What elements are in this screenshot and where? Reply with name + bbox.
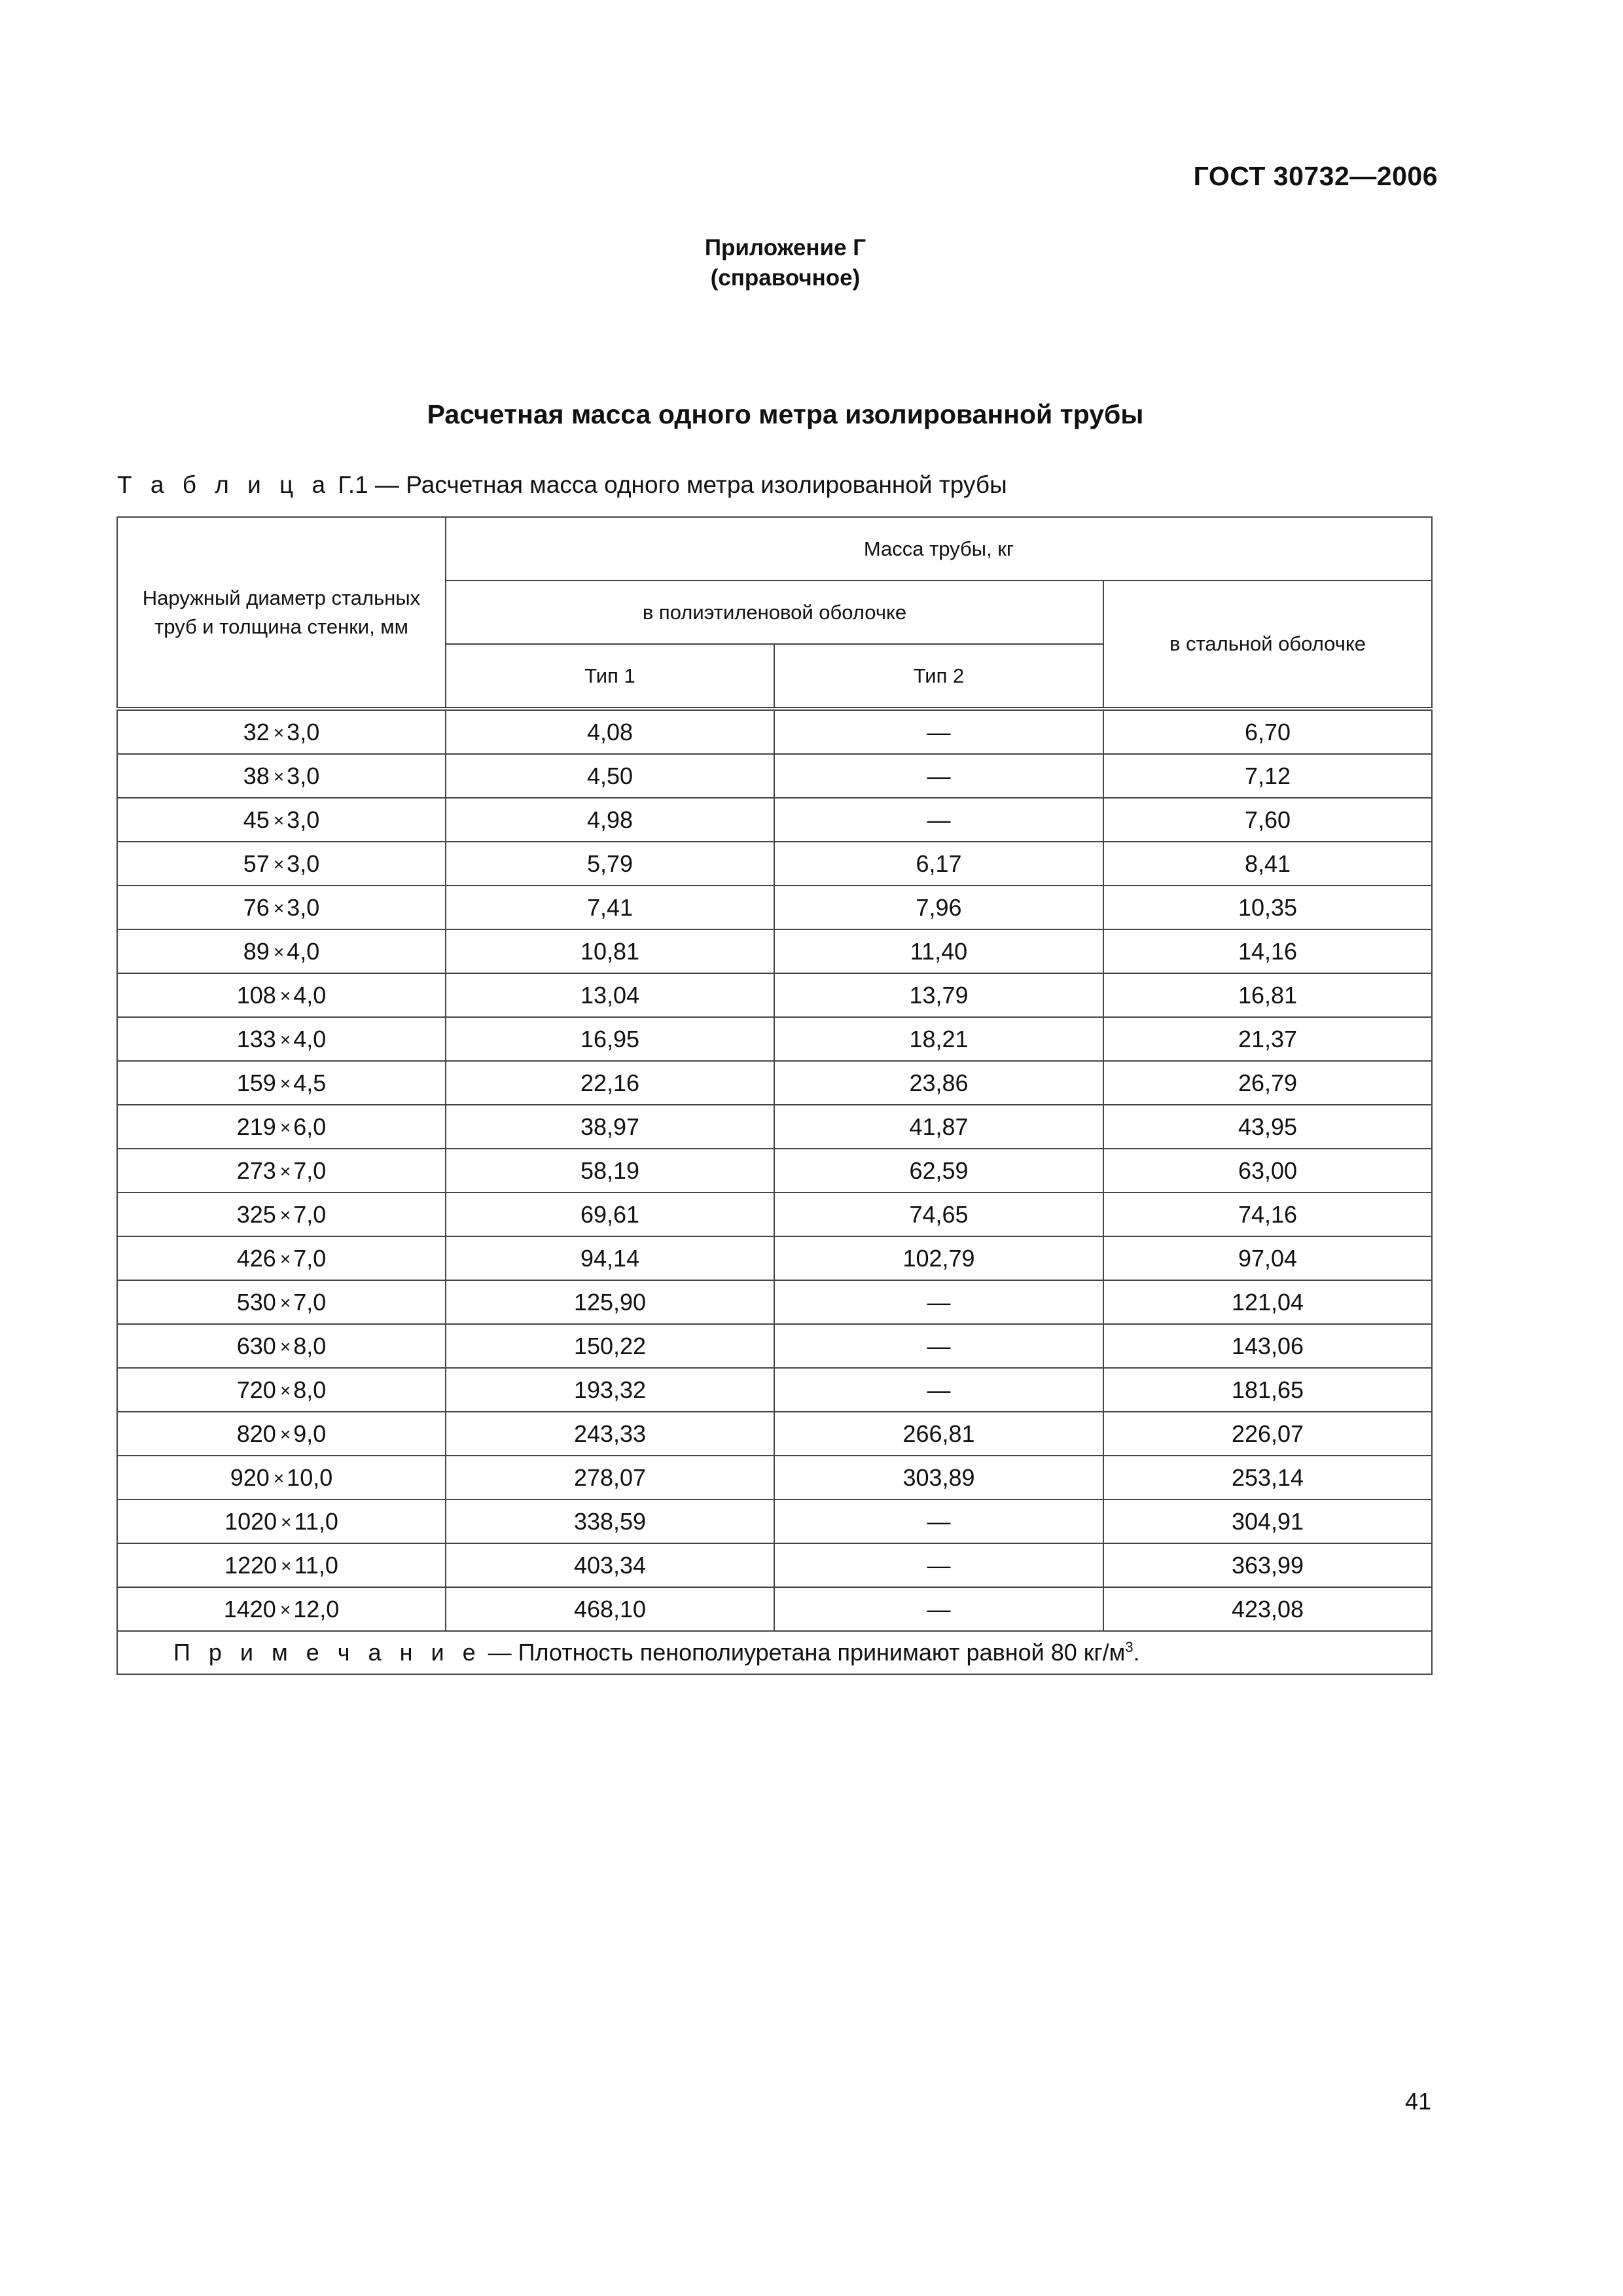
times-sign: × [273,722,285,743]
times-sign: × [273,853,285,874]
cell-wall-thickness: 9,0 [293,1420,327,1447]
cell-wall-thickness: 4,0 [293,981,327,1009]
cell-type1: 150,22 [446,1324,774,1368]
cell-type1: 243,33 [446,1412,774,1456]
cell-size [117,1543,446,1587]
table-row [117,754,1432,798]
cell-type2: 41,87 [774,1105,1103,1149]
table-row [117,1105,1432,1149]
cell-type1: 468,10 [446,1587,774,1631]
cell-type2: — [774,1368,1103,1412]
cell-size [117,1324,446,1368]
mass-table [116,516,1433,1675]
table-note [117,1631,1432,1674]
cell-type1: 4,50 [446,754,774,798]
cell-type2: — [774,709,1103,754]
cell-type2: — [774,1280,1103,1324]
cell-size [117,1105,446,1149]
cell-steel: 14,16 [1103,929,1432,973]
cell-steel: 26,79 [1103,1061,1432,1105]
cell-steel: 8,41 [1103,842,1432,886]
table-row [117,709,1432,754]
cell-diameter: 32 [243,718,270,745]
cell-type1: 38,97 [446,1105,774,1149]
cell-type1: 338,59 [446,1499,774,1543]
cell-wall-thickness: 11,0 [294,1507,338,1535]
cell-diameter: 720 [236,1376,276,1403]
times-sign: × [279,1424,291,1444]
cell-size [117,929,446,973]
table-caption-title: Г.1 — Расчетная масса одного метра изолированной трубы [331,471,1007,498]
cell-steel: 21,37 [1103,1017,1432,1061]
cell-size [117,1017,446,1061]
cell-size [117,1193,446,1236]
cell-wall-thickness: 10,0 [287,1463,333,1491]
cell-type1: 278,07 [446,1456,774,1499]
times-sign: × [281,1511,292,1532]
table-row [117,798,1432,842]
cell-wall-thickness: 11,0 [294,1551,338,1579]
cell-size [117,1236,446,1280]
table-note-row [117,1631,1432,1674]
cell-diameter: 159 [236,1069,276,1096]
table-row [117,886,1432,929]
cell-wall-thickness: 4,0 [293,1025,327,1052]
cell-diameter: 630 [236,1332,276,1359]
cell-type2: — [774,754,1103,798]
cell-wall-thickness: 3,0 [287,893,320,921]
cell-diameter: 45 [243,806,270,833]
cell-wall-thickness: 8,0 [293,1332,327,1359]
cell-steel: 43,95 [1103,1105,1432,1149]
times-sign: × [279,1292,291,1313]
cell-steel: 423,08 [1103,1587,1432,1631]
cell-type1: 10,81 [446,929,774,973]
appendix-title: Приложение Г [704,235,866,260]
mass-table-container [116,516,1431,1675]
header-steel: в стальной оболочке [1103,581,1432,709]
cell-size [117,709,446,754]
cell-diameter: 57 [243,850,270,877]
cell-wall-thickness: 7,0 [293,1288,327,1316]
cell-diameter: 1220 [224,1551,277,1579]
cell-size [117,1412,446,1456]
cell-wall-thickness: 6,0 [293,1113,327,1140]
section-title: Расчетная масса одного метра изолированной трубы [427,399,1144,429]
cell-diameter: 273 [236,1157,276,1184]
cell-type2: — [774,798,1103,842]
cell-size [117,1149,446,1193]
cell-steel: 181,65 [1103,1368,1432,1412]
cell-diameter: 219 [236,1113,276,1140]
cell-type2: 74,65 [774,1193,1103,1236]
cell-diameter: 1020 [224,1507,277,1535]
cell-steel: 121,04 [1103,1280,1432,1324]
cell-diameter: 108 [236,981,276,1009]
times-sign: × [279,1599,291,1620]
header-type1: Тип 1 [446,644,774,709]
table-body [117,709,1432,1631]
cell-steel: 16,81 [1103,973,1432,1017]
cell-type1: 403,34 [446,1543,774,1587]
table-row [117,1543,1432,1587]
cell-steel: 143,06 [1103,1324,1432,1368]
cell-diameter: 89 [243,937,270,965]
times-sign: × [279,1029,291,1050]
header-mass: Масса трубы, кг [446,517,1432,581]
cell-steel: 253,14 [1103,1456,1432,1499]
cell-type2: 18,21 [774,1017,1103,1061]
header-polyethylene: в полиэтиленовой оболочке [446,581,1103,644]
times-sign: × [273,897,285,918]
times-sign: × [279,1336,291,1357]
cell-type2: 62,59 [774,1149,1103,1193]
cell-size [117,1061,446,1105]
cell-type1: 193,32 [446,1368,774,1412]
table-row [117,1061,1432,1105]
cell-diameter: 1420 [223,1595,276,1623]
cell-type1: 94,14 [446,1236,774,1280]
cell-type1: 58,19 [446,1149,774,1193]
note-text: — Плотность пенополиуретана принимают равной 80 кг/м [481,1639,1126,1666]
times-sign: × [279,1380,291,1401]
cell-wall-thickness: 12,0 [293,1595,340,1623]
table-row [117,1017,1432,1061]
header-type2: Тип 2 [774,644,1103,709]
cell-steel: 363,99 [1103,1543,1432,1587]
times-sign: × [273,810,285,831]
cell-wall-thickness: 4,0 [287,937,320,965]
cell-diameter: 920 [230,1463,270,1491]
cell-wall-thickness: 4,5 [293,1069,327,1096]
appendix-subtitle: (справочное) [710,265,861,291]
times-sign: × [279,1204,291,1225]
table-row [117,1587,1432,1631]
table-row [117,1499,1432,1543]
cell-type1: 4,98 [446,798,774,842]
cell-wall-thickness: 7,0 [293,1200,327,1228]
cell-steel: 6,70 [1103,709,1432,754]
header-size: Наружный диаметр стальных труб и толщина стенки, мм [117,517,446,709]
cell-wall-thickness: 3,0 [287,850,320,877]
table-row [117,1149,1432,1193]
cell-steel: 304,91 [1103,1499,1432,1543]
cell-steel: 97,04 [1103,1236,1432,1280]
cell-type1: 5,79 [446,842,774,886]
table-row [117,1280,1432,1324]
cell-type2: 6,17 [774,842,1103,886]
cell-wall-thickness: 7,0 [293,1244,327,1272]
cell-size [117,1280,446,1324]
times-sign: × [279,1073,291,1094]
note-end: . [1133,1639,1140,1666]
cell-diameter: 76 [243,893,270,921]
table-row [117,1456,1432,1499]
cell-wall-thickness: 3,0 [287,806,320,833]
cell-wall-thickness: 3,0 [287,718,320,745]
cell-size [117,886,446,929]
cell-type2: 11,40 [774,929,1103,973]
table-row [117,842,1432,886]
cell-type2: 303,89 [774,1456,1103,1499]
cell-diameter: 38 [243,762,270,789]
appendix-heading [0,233,1571,293]
page-number: 41 [1404,2088,1431,2115]
cell-diameter: 133 [236,1025,276,1052]
cell-size [117,1368,446,1412]
cell-diameter: 426 [236,1244,276,1272]
times-sign: × [279,1160,291,1181]
cell-steel: 63,00 [1103,1149,1432,1193]
table-row [117,929,1432,973]
cell-steel: 10,35 [1103,886,1432,929]
table-row [117,1236,1432,1280]
cell-type1: 13,04 [446,973,774,1017]
cell-size [117,973,446,1017]
table-row [117,1368,1432,1412]
times-sign: × [273,1467,285,1488]
cell-size [117,1456,446,1499]
cell-diameter: 820 [236,1420,276,1447]
cell-type1: 125,90 [446,1280,774,1324]
cell-size [117,754,446,798]
cell-wall-thickness: 3,0 [287,762,320,789]
cell-type1: 22,16 [446,1061,774,1105]
times-sign: × [279,985,291,1006]
note-label: П р и м е ч а н и е [173,1639,482,1666]
cell-type1: 69,61 [446,1193,774,1236]
cell-type2: 13,79 [774,973,1103,1017]
cell-type1: 7,41 [446,886,774,929]
cell-steel: 7,12 [1103,754,1432,798]
cell-wall-thickness: 7,0 [293,1157,327,1184]
table-row [117,1324,1432,1368]
cell-wall-thickness: 8,0 [293,1376,327,1403]
cell-type2: — [774,1324,1103,1368]
cell-type2: 7,96 [774,886,1103,929]
cell-type2: 266,81 [774,1412,1103,1456]
cell-size [117,1499,446,1543]
times-sign: × [273,941,285,962]
cell-diameter: 325 [236,1200,276,1228]
cell-type2: — [774,1543,1103,1587]
times-sign: × [281,1555,292,1576]
cell-size [117,1587,446,1631]
document-code: ГОСТ 30732—2006 [1193,161,1438,191]
table-row [117,973,1432,1017]
cell-steel: 226,07 [1103,1412,1432,1456]
cell-steel: 74,16 [1103,1193,1432,1236]
cell-steel: 7,60 [1103,798,1432,842]
cell-type2: 102,79 [774,1236,1103,1280]
note-superscript: 3 [1125,1639,1133,1655]
times-sign: × [279,1248,291,1269]
table-caption [117,471,1007,499]
table-row [117,1193,1432,1236]
cell-type2: — [774,1587,1103,1631]
cell-type1: 4,08 [446,709,774,754]
cell-type2: 23,86 [774,1061,1103,1105]
cell-size [117,798,446,842]
table-caption-label: Т а б л и ц а [117,471,332,498]
cell-type2: — [774,1499,1103,1543]
times-sign: × [279,1117,291,1138]
cell-size [117,842,446,886]
cell-diameter: 530 [236,1288,276,1316]
table-row [117,1412,1432,1456]
cell-type1: 16,95 [446,1017,774,1061]
times-sign: × [273,766,285,787]
